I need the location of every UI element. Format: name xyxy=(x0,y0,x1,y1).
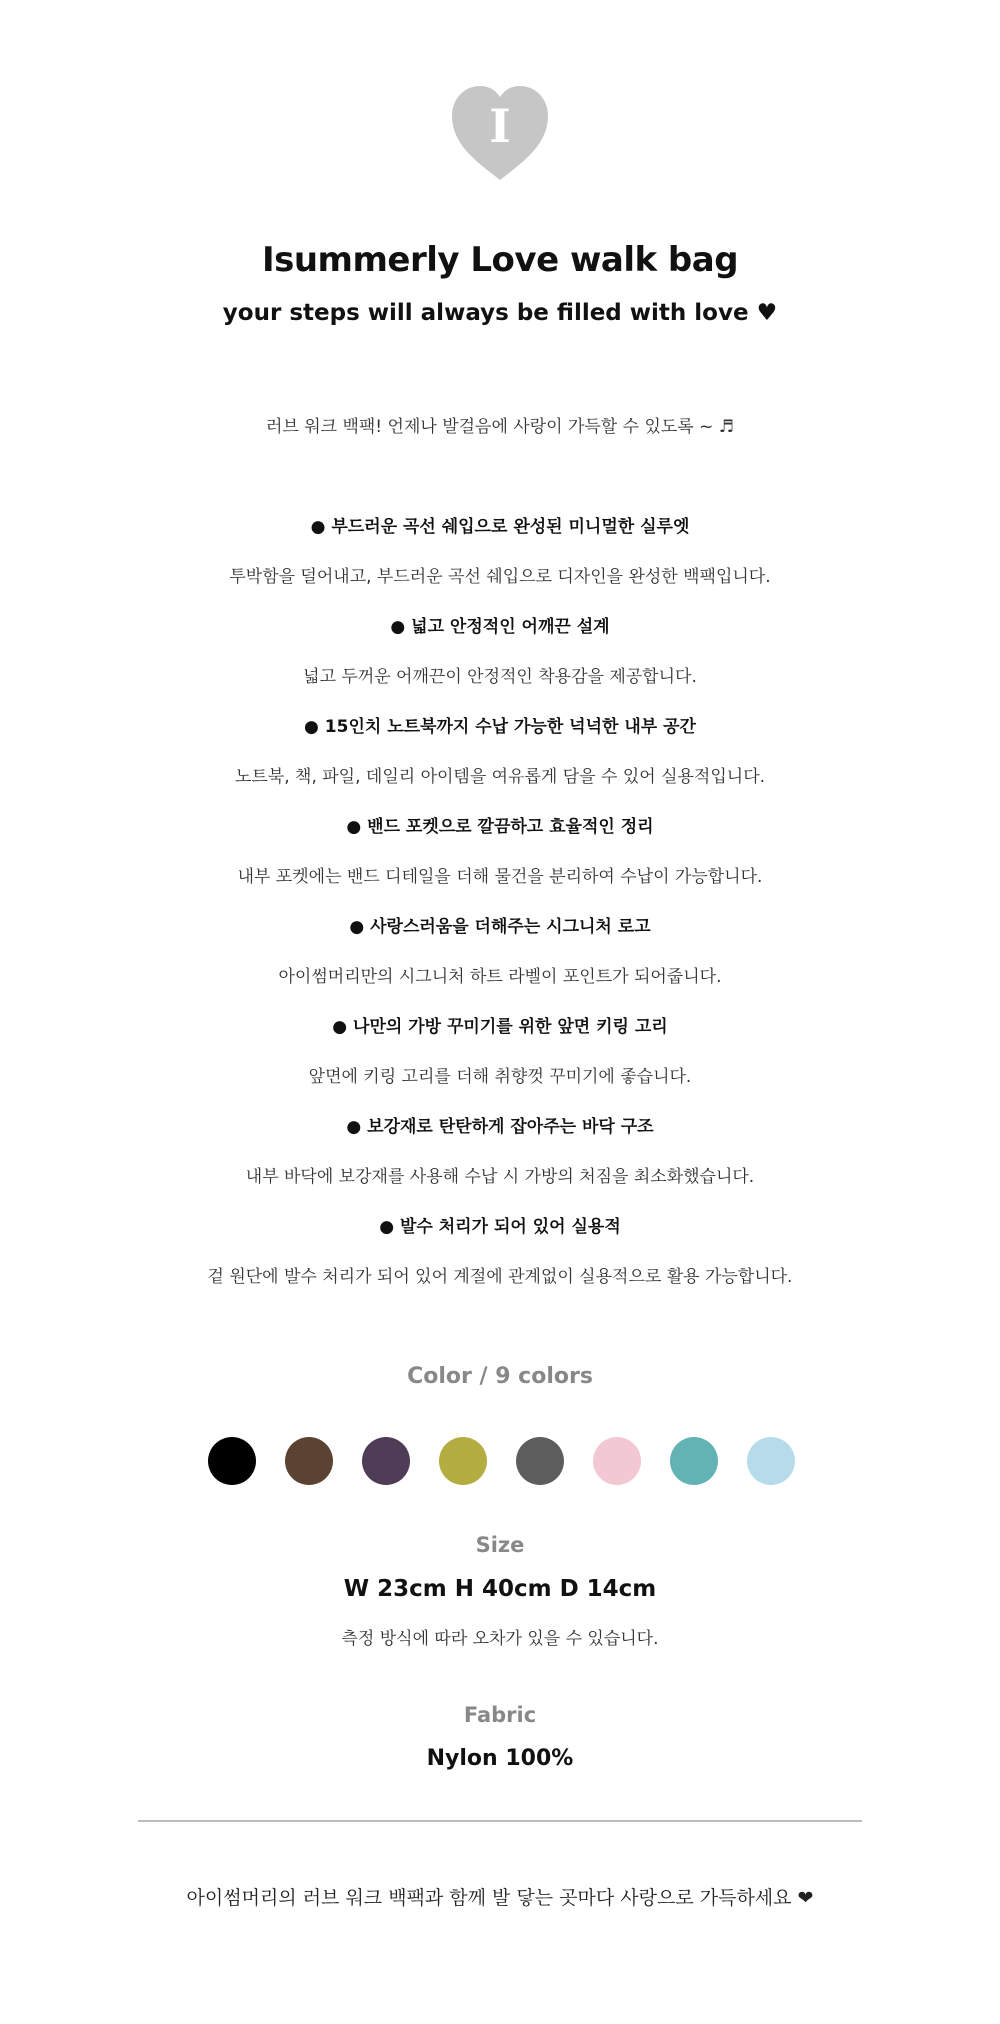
color-swatch xyxy=(747,1437,795,1485)
fabric-value: Nylon 100% xyxy=(426,1746,574,1771)
feature-item xyxy=(0,1112,1000,1212)
feature-description: 아이썸머리만의 시그니처 하트 라벨이 포인트가 되어줍니다. xyxy=(278,967,722,987)
feature-title: ● 부드러운 곡선 쉐입으로 완성된 미니멀한 실루엣 xyxy=(310,517,690,537)
feature-title: ● 보강재로 탄탄하게 잡아주는 바닥 구조 xyxy=(346,1117,654,1137)
feature-item xyxy=(0,612,1000,712)
color-swatch xyxy=(439,1437,487,1485)
product-title: Isummerly Love walk bag xyxy=(261,240,739,280)
color-swatch xyxy=(516,1437,564,1485)
feature-title: ● 15인치 노트북까지 수납 가능한 넉넉한 내부 공간 xyxy=(304,717,696,737)
size-value: W 23cm H 40cm D 14cm xyxy=(343,1576,657,1602)
color-swatch xyxy=(285,1437,333,1485)
color-swatch xyxy=(593,1437,641,1485)
feature-description: 겉 원단에 발수 처리가 되어 있어 계절에 관계없이 실용적으로 활용 가능합니다. xyxy=(207,1267,793,1287)
feature-title: ● 밴드 포켓으로 깔끔하고 효율적인 정리 xyxy=(346,817,654,837)
logo-letter: I xyxy=(489,99,511,153)
closing-text: 아이썸머리의 러브 워크 백팩과 함께 발 닿는 곳마다 사랑으로 가득하세요 ❤ xyxy=(186,1887,814,1909)
size-heading: Size xyxy=(475,1533,525,1557)
section-divider xyxy=(138,1820,862,1822)
intro-text: 러브 워크 백팩! 언제나 발걸음에 사랑이 가득할 수 있도록 ~ ♬ xyxy=(265,417,735,437)
feature-description: 넓고 두꺼운 어깨끈이 안정적인 착용감을 제공합니다. xyxy=(303,667,697,687)
feature-description: 앞면에 키링 고리를 더해 취향껏 꾸미기에 좋습니다. xyxy=(308,1067,692,1087)
feature-title: ● 나만의 가방 꾸미기를 위한 앞면 키링 고리 xyxy=(332,1017,668,1037)
size-note: 측정 방식에 따라 오차가 있을 수 있습니다. xyxy=(341,1629,659,1649)
color-swatch xyxy=(670,1437,718,1485)
feature-item xyxy=(0,1212,1000,1312)
feature-item xyxy=(0,712,1000,812)
feature-title: ● 넓고 안정적인 어깨끈 설계 xyxy=(390,617,610,637)
feature-item xyxy=(0,1012,1000,1112)
feature-title: ● 사랑스러움을 더해주는 시그니처 로고 xyxy=(349,917,651,937)
color-swatch xyxy=(362,1437,410,1485)
feature-title: ● 발수 처리가 되어 있어 실용적 xyxy=(379,1217,621,1237)
feature-description: 내부 포켓에는 밴드 디테일을 더해 물건을 분리하여 수납이 가능합니다. xyxy=(237,867,763,887)
product-subtitle: your steps will always be filled with love ♥ xyxy=(222,300,778,326)
feature-item xyxy=(0,912,1000,1012)
feature-list xyxy=(0,512,1000,1312)
color-swatch xyxy=(208,1437,256,1485)
heart-icon xyxy=(450,84,550,184)
heart-logo xyxy=(450,84,550,184)
color-swatches xyxy=(0,1437,1000,1487)
feature-description: 투박함을 덜어내고, 부드러운 곡선 쉐입으로 디자인을 완성한 백팩입니다. xyxy=(229,567,771,587)
feature-item xyxy=(0,512,1000,612)
feature-description: 노트북, 책, 파일, 데일리 아이템을 여유롭게 담을 수 있어 실용적입니다. xyxy=(234,767,766,787)
feature-description: 내부 바닥에 보강재를 사용해 수납 시 가방의 처짐을 최소화했습니다. xyxy=(245,1167,755,1187)
color-heading: Color / 9 colors xyxy=(407,1364,593,1389)
fabric-heading: Fabric xyxy=(463,1703,537,1727)
feature-item xyxy=(0,812,1000,912)
